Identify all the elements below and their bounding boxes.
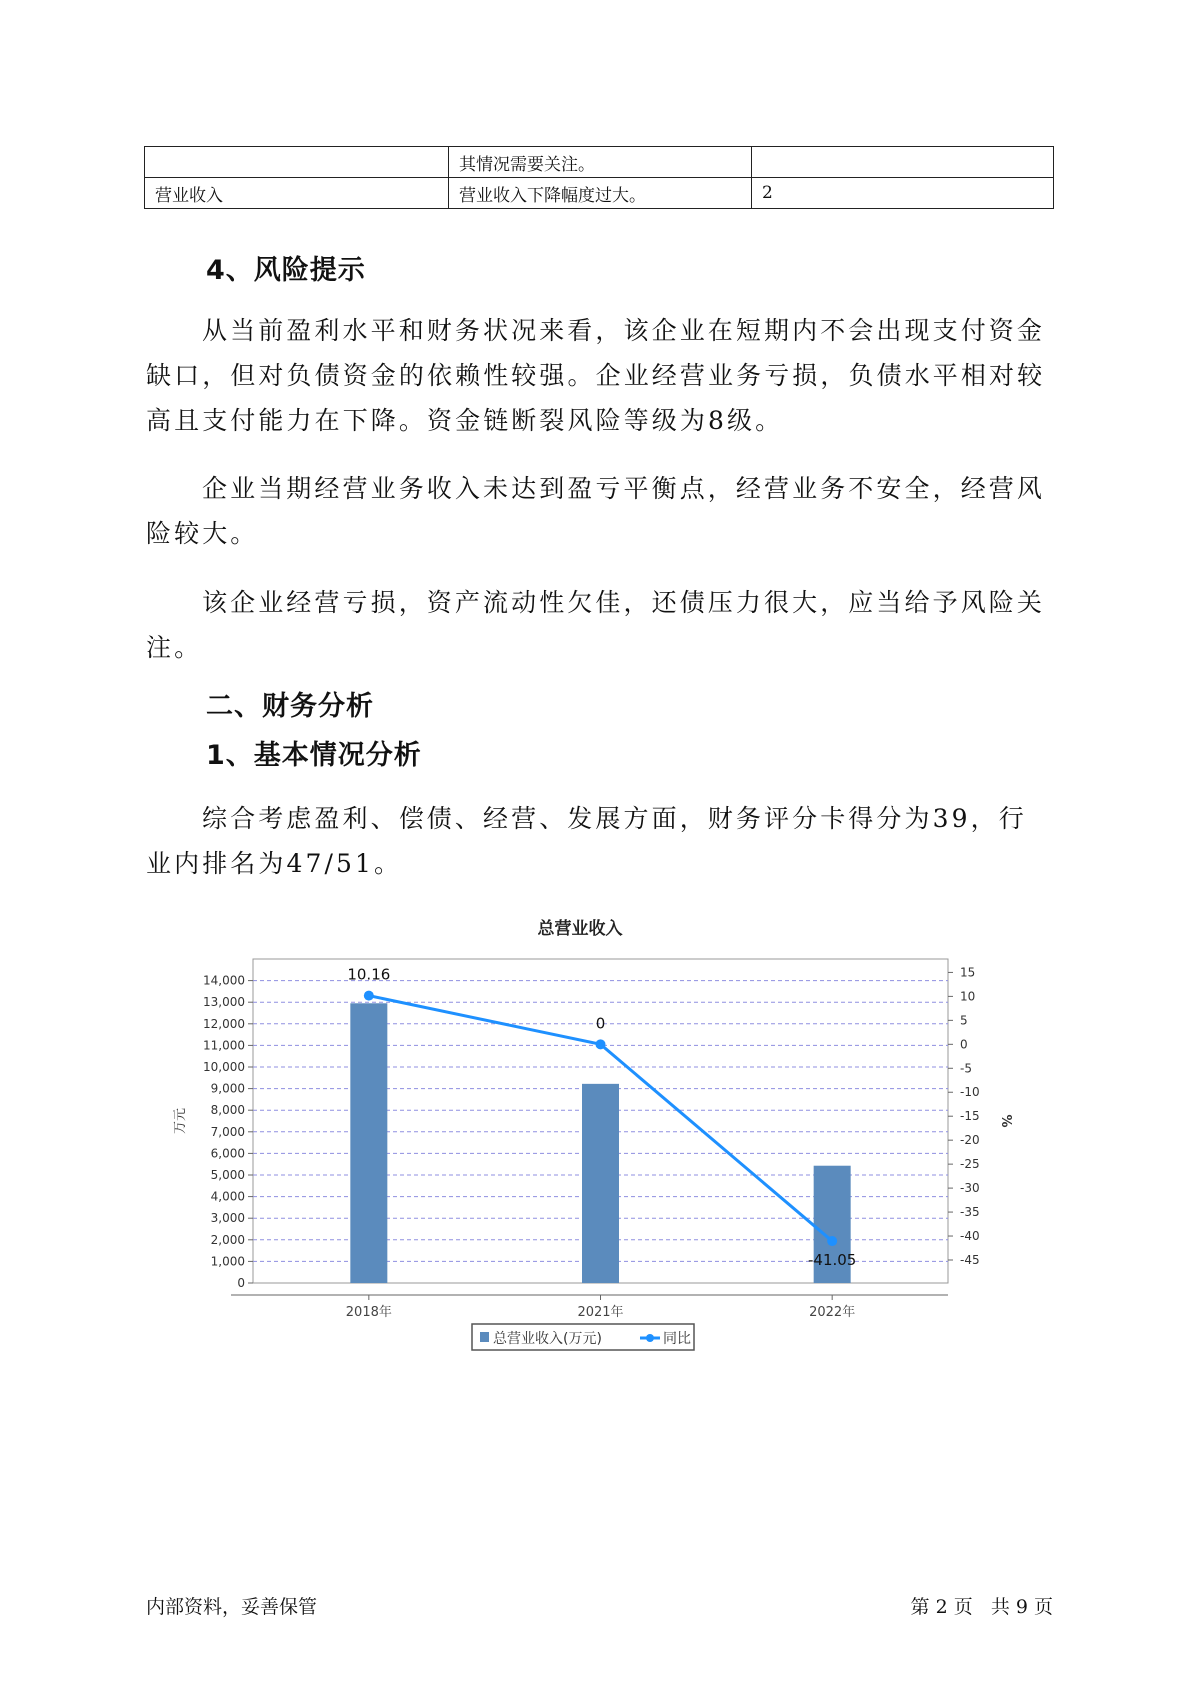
- section-heading-risk: 4、风险提示: [206, 255, 366, 286]
- risk-table: [144, 146, 1054, 209]
- y-tick-label: 12,000: [203, 1016, 245, 1031]
- table-row: [145, 147, 1054, 178]
- line-point: [364, 991, 374, 1001]
- y-tick-label: 4,000: [210, 1189, 245, 1204]
- y-tick-label: 9,000: [210, 1081, 245, 1096]
- y2-tick-label: -35: [960, 1205, 980, 1220]
- y-tick-label: 3,000: [210, 1211, 245, 1226]
- bar: [350, 1003, 387, 1283]
- table-cell: 2: [752, 178, 1054, 209]
- legend-label: 同比: [663, 1331, 691, 1347]
- paragraph: 从当前盈利水平和财务状况来看，该企业在短期内不会出现支付资金缺口，但对负债资金的依赖性较强。企业经营业务亏损，负债水平相对较高且支付能力在下降。资金链断裂风险等级为8级。: [146, 316, 1046, 435]
- legend-line-marker: [646, 1334, 654, 1342]
- y2-tick-label: -25: [960, 1157, 980, 1172]
- paragraph: 该企业经营亏损，资产流动性欠佳，还债压力很大，应当给予风险关注。: [146, 588, 1046, 662]
- table-cell: [752, 147, 1054, 178]
- legend-label: 总营业收入(万元): [493, 1331, 602, 1347]
- legend-bar-swatch: [480, 1332, 489, 1342]
- y-tick-label: 6,000: [210, 1146, 245, 1161]
- table-cell: 其情况需要关注。: [449, 147, 752, 178]
- footer-confidential: 内部资料，妥善保管: [146, 1596, 318, 1618]
- y2-tick-label: 5: [960, 1013, 968, 1028]
- table-cell: 营业收入下降幅度过大。: [449, 178, 752, 209]
- footer-page-number: 第 2 页 共 9 页: [910, 1596, 1053, 1618]
- y2-tick-label: -45: [960, 1252, 980, 1267]
- x-tick-label: 2018年: [345, 1305, 392, 1320]
- bar: [582, 1084, 619, 1283]
- line-point: [596, 1039, 606, 1049]
- revenue-chart: [170, 910, 1013, 1370]
- data-label: 0: [595, 1014, 606, 1033]
- y2-tick-label: -40: [960, 1229, 980, 1244]
- x-tick-label: 2022年: [809, 1305, 856, 1320]
- y2-tick-label: 0: [960, 1037, 968, 1052]
- y-tick-label: 1,000: [210, 1254, 245, 1269]
- y2-axis-label: %: [998, 1114, 1013, 1128]
- y-tick-label: 2,000: [210, 1232, 245, 1247]
- y-tick-label: 8,000: [210, 1103, 245, 1118]
- subsection-heading: 1、基本情况分析: [206, 740, 422, 771]
- y-tick-label: 13,000: [203, 995, 245, 1010]
- table-row: [145, 178, 1054, 209]
- y2-tick-label: 15: [960, 965, 976, 980]
- data-label: 10.16: [347, 965, 391, 984]
- y-tick-label: 11,000: [203, 1038, 245, 1053]
- table-cell: [145, 147, 449, 178]
- data-label: -41.05: [807, 1251, 857, 1270]
- line-point: [827, 1236, 837, 1246]
- y2-tick-label: -5: [960, 1061, 972, 1076]
- y-tick-label: 0: [237, 1276, 245, 1290]
- y2-tick-label: -10: [960, 1085, 980, 1100]
- y2-tick-label: 10: [960, 989, 976, 1004]
- paragraph: 综合考虑盈利、偿债、经营、发展方面，财务评分卡得分为39，行业内排名为47/51。: [146, 804, 1027, 878]
- chart-title: 总营业收入: [537, 919, 623, 939]
- y-tick-label: 5,000: [210, 1168, 245, 1182]
- y-tick-label: 10,000: [203, 1060, 245, 1074]
- y2-tick-label: -20: [960, 1133, 980, 1148]
- y-tick-label: 7,000: [210, 1124, 245, 1139]
- y-tick-label: 14,000: [203, 973, 245, 988]
- section-heading-finance: 二、财务分析: [206, 691, 374, 722]
- x-tick-label: 2021年: [577, 1305, 624, 1320]
- y-axis-label: 万元: [173, 1107, 188, 1135]
- table-cell: 营业收入: [145, 178, 449, 209]
- chart-svg: [170, 910, 1013, 1370]
- y2-tick-label: -30: [960, 1181, 980, 1196]
- y2-tick-label: -15: [960, 1109, 980, 1124]
- paragraph: 企业当期经营业务收入未达到盈亏平衡点，经营业务不安全，经营风险较大。: [146, 474, 1046, 548]
